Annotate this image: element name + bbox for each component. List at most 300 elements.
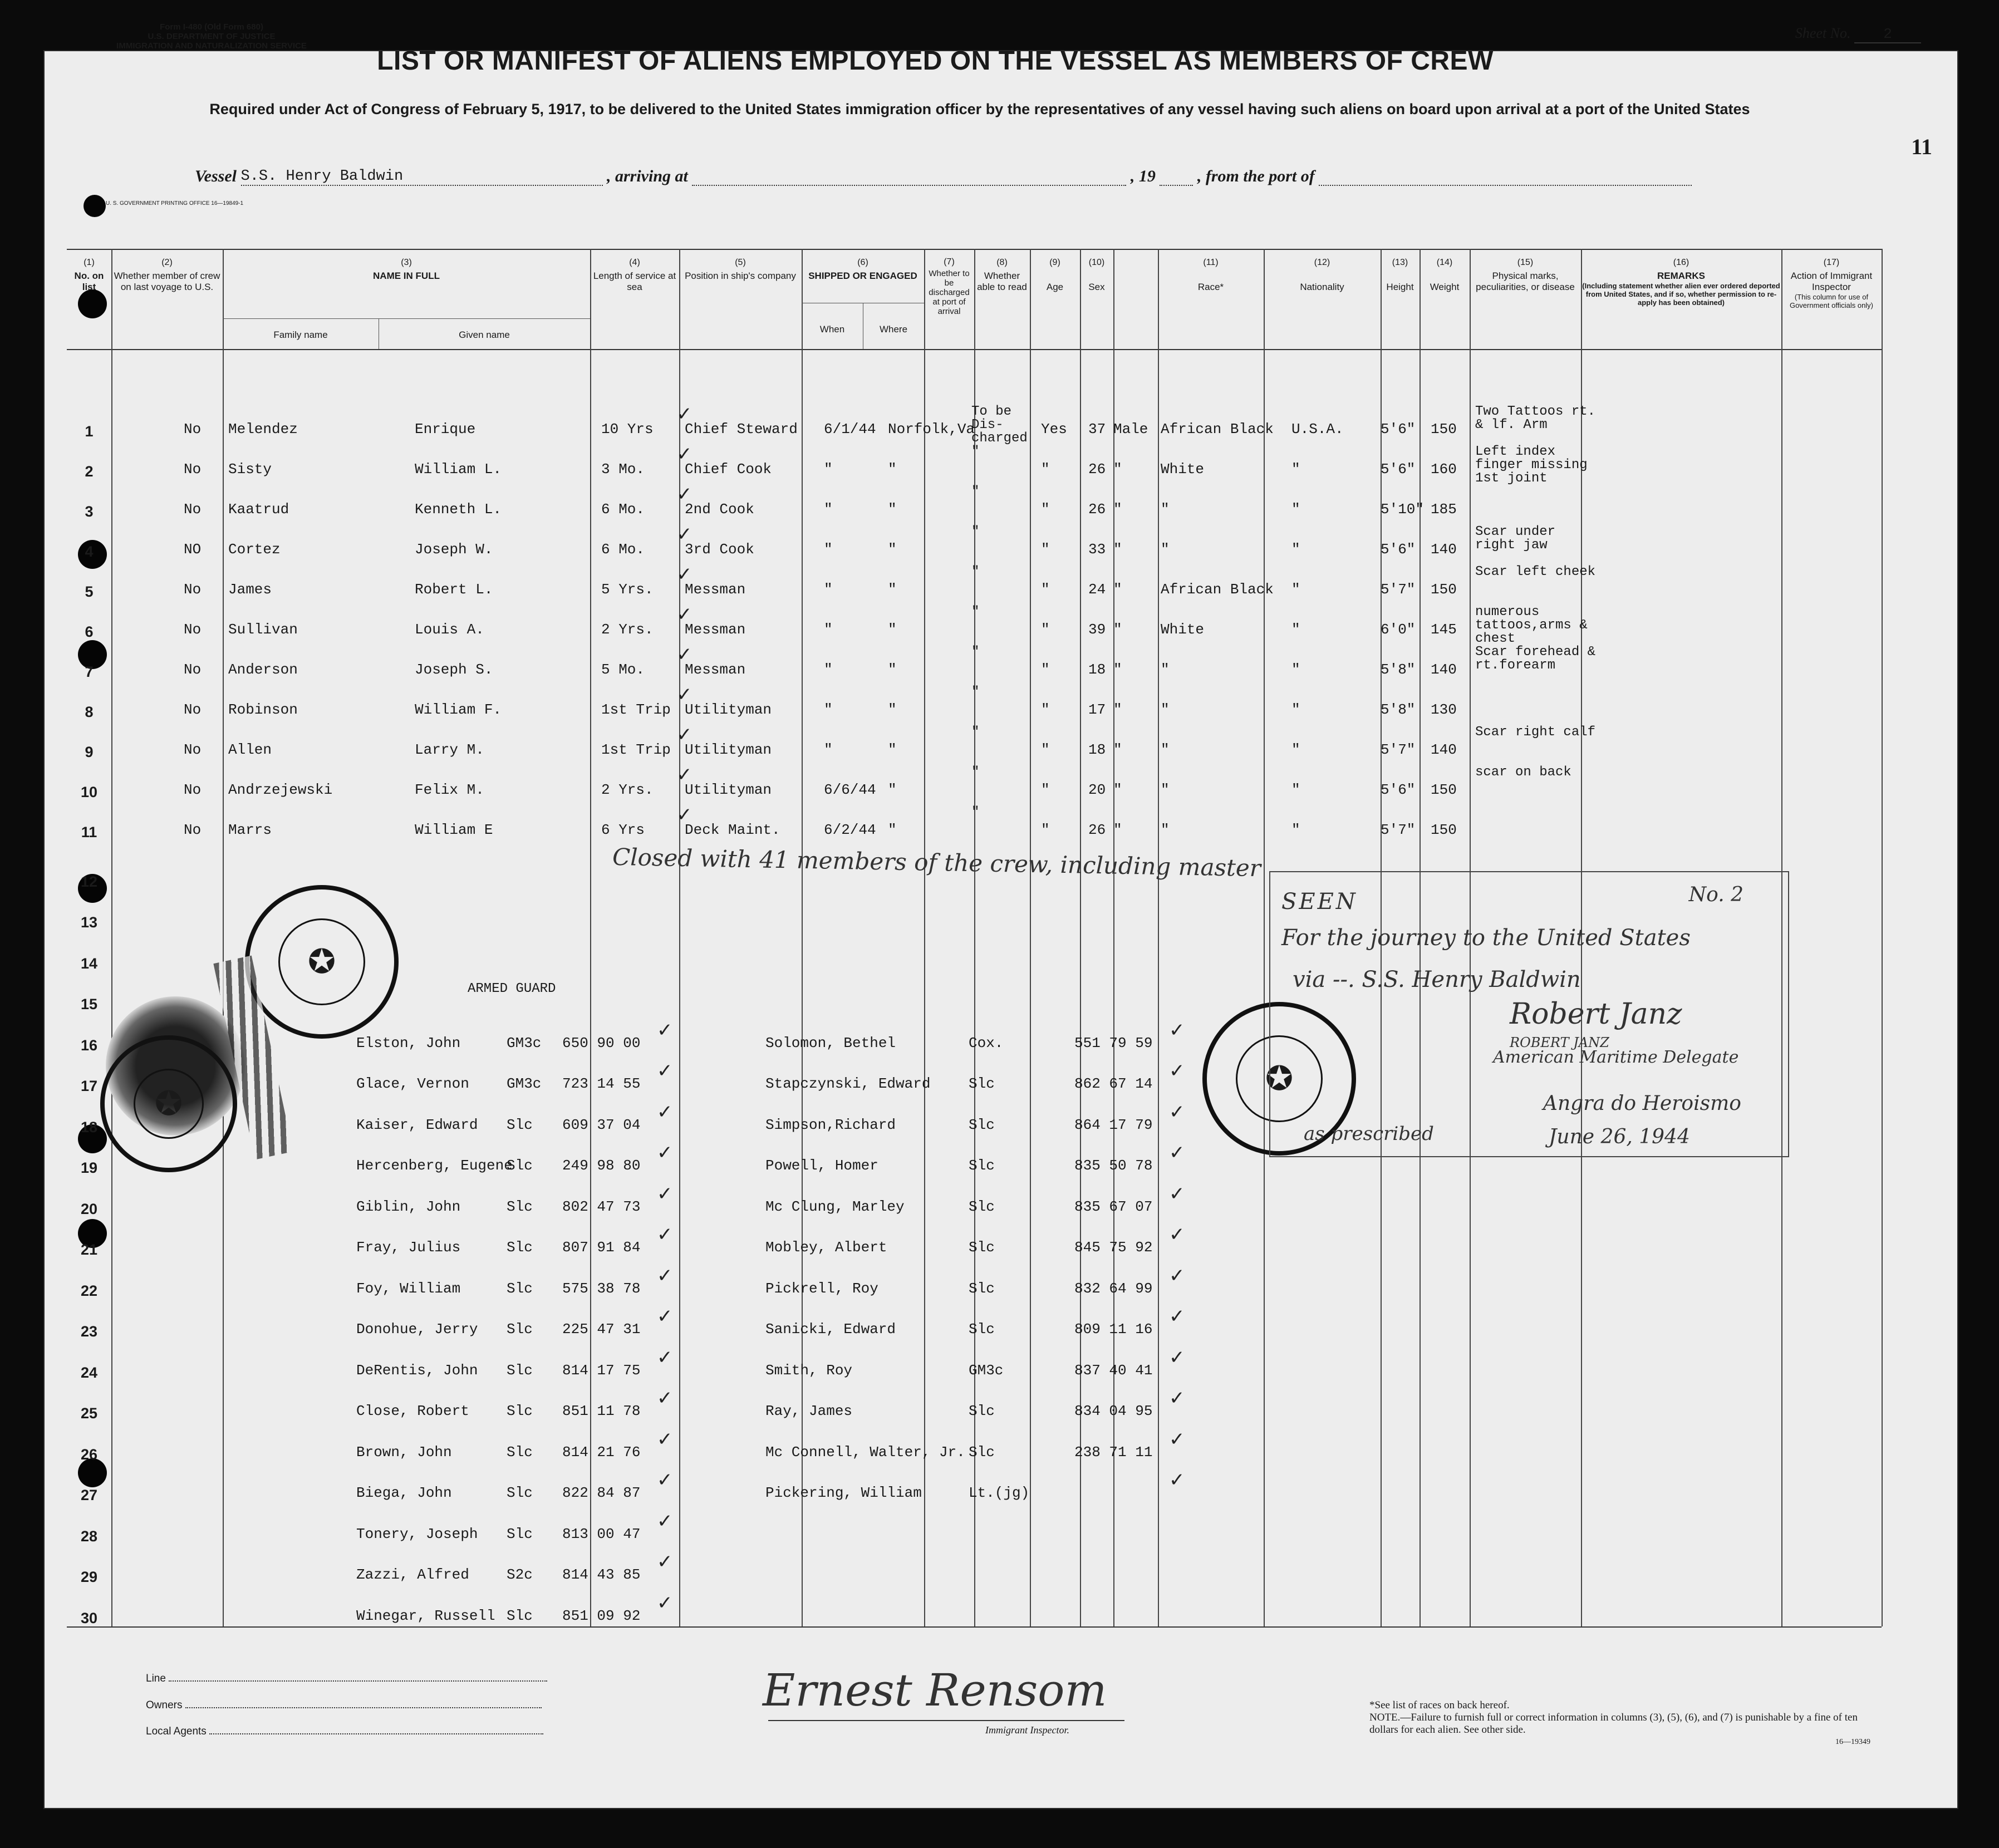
guard-name: Solomon, Bethel <box>765 1034 896 1051</box>
hd-given: Given name <box>459 330 510 340</box>
guard-name: Smith, Roy <box>765 1362 853 1379</box>
guard-rate: GM3c <box>507 1075 542 1092</box>
crew-family: James <box>228 581 272 598</box>
crew-marks: scar on back <box>1475 765 1571 780</box>
seen-line2: via --. S.S. Henry Baldwin <box>1293 967 1581 992</box>
crew-disch: " <box>971 685 980 700</box>
crew-nationality: " <box>1291 701 1300 718</box>
guard-name: Giblin, John <box>356 1198 461 1215</box>
row-number: 4 <box>85 543 94 560</box>
check-mark-icon: ✓ <box>676 483 692 505</box>
check-mark-icon: ✓ <box>1169 1100 1185 1123</box>
guard-number: 650 90 00 <box>562 1034 641 1051</box>
seen-line3: ROBERT JANZ <box>1510 1035 1609 1050</box>
row-number: 1 <box>85 423 94 440</box>
sheet-value: 2 <box>1854 26 1921 43</box>
crew-race: " <box>1161 782 1170 798</box>
crew-read: " <box>1041 621 1050 638</box>
crew-nationality: " <box>1291 661 1300 678</box>
guard-number: 814 21 76 <box>562 1443 641 1461</box>
sheet-label: Sheet No. <box>1795 25 1851 41</box>
guard-number: 238 71 11 <box>1074 1443 1153 1461</box>
crew-sex: " <box>1113 621 1122 638</box>
check-mark-icon: ✓ <box>657 1182 673 1205</box>
col-rule <box>1030 249 1031 1626</box>
row-number: 27 <box>80 1487 98 1503</box>
crew-disch: " <box>971 725 980 740</box>
year-value <box>1160 185 1193 186</box>
hd-age: (9) Age <box>1046 258 1064 292</box>
crew-read: " <box>1041 581 1050 598</box>
crew-read: Yes <box>1041 421 1067 438</box>
guard-number: 851 11 78 <box>562 1403 641 1419</box>
crew-height: 5'6" <box>1381 421 1416 438</box>
crew-family: Melendez <box>228 421 298 438</box>
page-title: LIST OR MANIFEST OF ALIENS EMPLOYED ON THE VESSEL AS MEMBERS OF CREW <box>377 46 1494 76</box>
hd-height: (13) Height <box>1386 258 1414 292</box>
crew-read: " <box>1041 741 1050 758</box>
hd-action-note: (This column for use of Government officials only) <box>1789 293 1874 309</box>
crew-read: " <box>1041 701 1050 718</box>
crew-disch: " <box>971 604 980 620</box>
delegate-stamp <box>245 885 399 1039</box>
crew-service: 6 Mo. <box>601 541 645 558</box>
eagle-icon: ✪ <box>1236 1035 1323 1122</box>
from-label: , from the port of <box>1197 167 1315 185</box>
crew-sex: " <box>1113 501 1122 518</box>
guard-rate: Cox. <box>969 1034 1004 1051</box>
crew-service: 1st Trip <box>601 701 671 718</box>
guard-rate: GM3c <box>507 1034 542 1051</box>
guard-number: 835 50 78 <box>1074 1157 1153 1174</box>
guard-number: 864 17 79 <box>1074 1116 1153 1133</box>
guard-rate: Lt.(jg) <box>969 1485 1030 1501</box>
guard-number: 814 43 85 <box>562 1566 641 1583</box>
hd-sex: (10) Sex <box>1088 258 1105 292</box>
crew-weight: 130 <box>1431 701 1457 718</box>
check-mark-icon: ✓ <box>1169 1223 1185 1246</box>
check-mark-icon: ✓ <box>676 523 692 545</box>
crew-where: " <box>888 461 897 478</box>
row-number: 29 <box>80 1569 98 1585</box>
guard-name: DeRentis, John <box>356 1362 478 1379</box>
row-number: 25 <box>80 1405 98 1422</box>
arriving-label: , arriving at <box>607 167 688 185</box>
guard-rate: Slc <box>507 1321 533 1338</box>
crew-service: 10 Yrs <box>601 421 654 438</box>
seen-line1: For the journey to the United States <box>1281 925 1691 951</box>
crew-when: " <box>824 621 833 638</box>
guard-rate: Slc <box>969 1321 995 1338</box>
footer-owners: Owners <box>146 1699 542 1712</box>
guard-number: 225 47 31 <box>562 1321 641 1338</box>
crew-nationality: " <box>1291 621 1300 638</box>
crew-weight: 140 <box>1431 661 1457 678</box>
row-number: 24 <box>80 1364 98 1381</box>
row-number: 16 <box>80 1036 98 1054</box>
check-mark-icon: ✓ <box>657 1551 673 1573</box>
check-mark-icon: ✓ <box>657 1346 673 1369</box>
crew-when: " <box>824 541 833 558</box>
crew-service: 5 Mo. <box>601 661 645 678</box>
crew-position: 3rd Cook <box>685 541 754 558</box>
crew-given: Larry M. <box>415 741 484 758</box>
guard-rate: Slc <box>507 1607 533 1624</box>
hd-discharge: (7) Whether to be discharged at port of arrival <box>929 257 970 316</box>
crew-age: 33 <box>1088 541 1106 558</box>
crew-given: Joseph S. <box>415 661 493 678</box>
crew-height: 5'10" <box>1381 501 1425 518</box>
hd-nationality: (12) Nationality <box>1300 258 1344 292</box>
crew-height: 5'6" <box>1381 782 1416 798</box>
row-number: 6 <box>85 623 94 640</box>
crew-age: 24 <box>1088 581 1106 598</box>
crew-service: 2 Yrs. <box>601 621 654 638</box>
crew-position: Chief Cook <box>685 461 772 478</box>
crew-read: " <box>1041 661 1050 678</box>
crew-given: Robert L. <box>415 581 493 598</box>
guard-number: 802 47 73 <box>562 1198 641 1215</box>
guard-name: Hercenberg, Eugene <box>356 1157 513 1174</box>
guard-number: 609 37 04 <box>562 1116 641 1133</box>
crew-age: 26 <box>1088 501 1106 518</box>
crew-disch: " <box>971 645 980 660</box>
guard-rate: Slc <box>969 1198 995 1215</box>
check-mark-icon: ✓ <box>1169 1346 1185 1369</box>
guard-name: Close, Robert <box>356 1403 469 1419</box>
crew-disch: " <box>971 564 980 579</box>
guard-number: 807 91 84 <box>562 1239 641 1256</box>
crew-service: 1st Trip <box>601 741 671 758</box>
guard-number: 249 98 80 <box>562 1157 641 1174</box>
guard-number: 832 64 99 <box>1074 1280 1153 1297</box>
hd-name: (3) NAME IN FULL <box>373 258 440 281</box>
crew-service: 6 Mo. <box>601 501 645 518</box>
seen-line6: June 26, 1944 <box>1549 1125 1690 1148</box>
crew-family: Anderson <box>228 661 298 678</box>
crew-when: " <box>824 581 833 598</box>
crew-service: 3 Mo. <box>601 461 645 478</box>
crew-nationality: U.S.A. <box>1291 421 1344 438</box>
check-mark-icon: ✓ <box>1169 1060 1185 1082</box>
table-rule <box>67 1626 1882 1628</box>
crew-race: African Black <box>1161 421 1274 438</box>
guard-number: 551 79 59 <box>1074 1034 1153 1051</box>
crew-family: Sisty <box>228 461 272 478</box>
row-number: 11 <box>81 824 97 841</box>
col-rule <box>1113 249 1114 1626</box>
row-number: 19 <box>80 1159 98 1176</box>
check-mark-icon: ✓ <box>1169 1305 1185 1328</box>
guard-name: Elston, John <box>356 1034 461 1051</box>
page-number: 11 <box>1911 134 1932 159</box>
crew-where: " <box>888 541 897 558</box>
row-number: 20 <box>80 1200 98 1217</box>
check-mark-icon: ✓ <box>676 563 692 586</box>
hd-read: (8) Whether able to read <box>977 258 1027 292</box>
crew-prev: No <box>184 581 202 598</box>
seen-word: SEEN <box>1281 889 1358 915</box>
guard-name: Mc Connell, Walter, Jr. <box>765 1443 965 1461</box>
hd-family: Family name <box>273 330 328 340</box>
crew-marks: Scar under right jaw <box>1475 524 1556 553</box>
col-rule <box>802 249 803 1626</box>
vessel-label: Vessel <box>195 167 237 185</box>
check-mark-icon: ✓ <box>1169 1264 1185 1287</box>
guard-name: Ray, James <box>765 1403 853 1419</box>
guard-number: 862 67 14 <box>1074 1075 1153 1092</box>
delegate-stamp <box>100 1035 237 1172</box>
crew-marks: numerous tattoos,arms & chest <box>1475 604 1588 646</box>
check-mark-icon: ✓ <box>657 1428 673 1451</box>
guard-rate: GM3c <box>969 1362 1004 1379</box>
crew-weight: 140 <box>1431 541 1457 558</box>
arriving-port <box>692 185 1126 186</box>
hd-position: (5) Position in ship's company <box>685 258 796 281</box>
crew-marks: Left index finger missing 1st joint <box>1475 444 1588 486</box>
crew-disch: " <box>971 484 980 499</box>
guard-name: Stapczynski, Edward <box>765 1075 931 1092</box>
guard-name: Glace, Vernon <box>356 1075 469 1092</box>
crew-family: Andrzejewski <box>228 782 333 798</box>
form-code: 16—19349 <box>1835 1738 1870 1746</box>
signature-line <box>768 1720 1124 1721</box>
crew-service: 6 Yrs <box>601 822 645 838</box>
crew-nationality: " <box>1291 461 1300 478</box>
row-number: 3 <box>85 503 94 520</box>
crew-race: " <box>1161 661 1170 678</box>
col-rule <box>1158 249 1159 1626</box>
guard-number: 575 38 78 <box>562 1280 641 1297</box>
crew-position: 2nd Cook <box>685 501 754 518</box>
guard-rate: Slc <box>969 1116 995 1133</box>
guard-rate: Slc <box>507 1116 533 1133</box>
row-number: 2 <box>85 463 94 480</box>
crew-where: " <box>888 741 897 758</box>
guard-name: Sanicki, Edward <box>765 1321 896 1338</box>
crew-weight: 160 <box>1431 461 1457 478</box>
crew-given: Felix M. <box>415 782 484 798</box>
hd-shipped: (6) SHIPPED OR ENGAGED <box>808 258 917 281</box>
crew-given: Enrique <box>415 421 476 438</box>
guard-number: 813 00 47 <box>562 1525 641 1542</box>
guard-rate: Slc <box>969 1280 995 1297</box>
row-number: 8 <box>85 704 94 720</box>
check-mark-icon: ✓ <box>1169 1182 1185 1205</box>
crew-height: 6'0" <box>1381 621 1416 638</box>
sub-rule <box>223 318 590 319</box>
crew-disch: To be Dis-charged <box>971 404 1028 446</box>
crew-height: 5'6" <box>1381 461 1416 478</box>
eagle-icon: ✪ <box>134 1069 204 1139</box>
crew-age: 39 <box>1088 621 1106 638</box>
department: U.S. DEPARTMENT OF JUSTICE <box>148 32 276 41</box>
eagle-icon: ✪ <box>278 918 365 1005</box>
guard-rate: Slc <box>507 1403 533 1419</box>
row-number: 21 <box>80 1241 98 1258</box>
crew-prev: No <box>184 421 202 438</box>
crew-weight: 150 <box>1431 822 1457 838</box>
form-id: Form I-480 (Old Form 680) <box>160 22 263 32</box>
crew-given: William L. <box>415 461 502 478</box>
crew-nationality: " <box>1291 782 1300 798</box>
crew-family: Robinson <box>228 701 298 718</box>
crew-position: Chief Steward <box>685 421 798 438</box>
crew-position: Utilityman <box>685 741 772 758</box>
seen-no: No. 2 <box>1688 883 1743 906</box>
row-number: 9 <box>85 744 94 760</box>
from-port <box>1319 185 1692 186</box>
hd-marks: (15) Physical marks, peculiarities, or disease <box>1476 258 1575 292</box>
crew-where: " <box>888 581 897 598</box>
crew-service: 2 Yrs. <box>601 782 654 798</box>
check-mark-icon: ✓ <box>657 1469 673 1491</box>
check-mark-icon: ✓ <box>657 1305 673 1328</box>
armed-guard-heading: ARMED GUARD <box>468 981 556 996</box>
check-mark-icon: ✓ <box>1169 1387 1185 1409</box>
guard-name: Pickrell, Roy <box>765 1280 878 1297</box>
crew-sex: " <box>1113 741 1122 758</box>
guard-name: Pickering, William <box>765 1485 922 1501</box>
crew-sex: Male <box>1113 421 1148 438</box>
hd-prev-voyage: (2) Whether member of crew on last voyage to U.S. <box>114 258 220 292</box>
check-mark-icon: ✓ <box>657 1060 673 1082</box>
seen-line5: Angra do Heroismo <box>1543 1092 1741 1115</box>
crew-given: William E <box>415 822 493 838</box>
row-number: 10 <box>80 784 98 800</box>
crew-read: " <box>1041 461 1050 478</box>
guard-name: Tonery, Joseph <box>356 1525 478 1542</box>
row-number: 28 <box>80 1527 98 1545</box>
crew-position: Utilityman <box>685 701 772 718</box>
guard-rate: Slc <box>969 1157 995 1174</box>
row-number: 14 <box>80 955 98 972</box>
guard-rate: Slc <box>969 1403 995 1419</box>
footer-line: Line <box>146 1673 547 1685</box>
inspector-signature: Ernest Rensom <box>763 1664 1107 1716</box>
crew-disch: " <box>971 524 980 539</box>
crew-disch: " <box>971 765 980 780</box>
guard-name: Donohue, Jerry <box>356 1321 478 1338</box>
crew-weight: 145 <box>1431 621 1457 638</box>
crew-prev: No <box>184 661 202 678</box>
col-rule <box>223 249 224 1626</box>
guard-rate: Slc <box>507 1239 533 1256</box>
crew-nationality: " <box>1291 822 1300 838</box>
crew-prev: No <box>184 701 202 718</box>
crew-nationality: " <box>1291 741 1300 758</box>
hd-action: (17) Action of Immigrant Inspector (This column for use of Government officials only) <box>1782 257 1880 309</box>
guard-name: Zazzi, Alfred <box>356 1566 469 1583</box>
crew-age: 26 <box>1088 822 1106 838</box>
guard-number: 837 40 41 <box>1074 1362 1153 1379</box>
crew-family: Sullivan <box>228 621 298 638</box>
crew-family: Allen <box>228 741 272 758</box>
crew-weight: 150 <box>1431 581 1457 598</box>
crew-race: White <box>1161 461 1205 478</box>
guard-name: Biega, John <box>356 1485 452 1501</box>
crew-prev: No <box>184 782 202 798</box>
guard-name: Mc Clung, Marley <box>765 1198 905 1215</box>
crew-position: Deck Maint. <box>685 822 780 838</box>
crew-age: 18 <box>1088 741 1106 758</box>
crew-given: Louis A. <box>415 621 484 638</box>
guard-rate: Slc <box>507 1485 533 1501</box>
row-number: 13 <box>80 914 98 931</box>
crew-read: " <box>1041 822 1050 838</box>
note-penalty: NOTE.—Failure to furnish full or correct information in columns (3), (5), (6), and (7) is punishable by a fine of ten dollars for each alien. See other side. <box>1369 1712 1858 1736</box>
check-mark-icon: ✓ <box>657 1100 673 1123</box>
guard-number: 851 09 92 <box>562 1607 641 1624</box>
row-number: 26 <box>80 1446 98 1463</box>
guard-number: 809 11 16 <box>1074 1321 1153 1338</box>
guard-rate: Slc <box>969 1075 995 1092</box>
hd-where: Where <box>879 324 908 335</box>
year-label: , 19 <box>1130 167 1156 185</box>
crew-when: 6/1/44 <box>824 421 876 438</box>
crew-race: " <box>1161 822 1170 838</box>
crew-where: " <box>888 701 897 718</box>
check-mark-icon: ✓ <box>657 1223 673 1246</box>
crew-nationality: " <box>1291 541 1300 558</box>
crew-when: " <box>824 661 833 678</box>
inspector-label: Immigrant Inspector. <box>985 1724 1069 1736</box>
crew-disch: " <box>971 805 980 820</box>
crew-prev: No <box>184 822 202 838</box>
crew-age: 37 <box>1088 421 1106 438</box>
guard-number: 835 67 07 <box>1074 1198 1153 1215</box>
guard-number: 723 14 55 <box>562 1075 641 1092</box>
crew-sex: " <box>1113 541 1122 558</box>
crew-sex: " <box>1113 782 1122 798</box>
guard-name: Powell, Homer <box>765 1157 878 1174</box>
crew-age: 20 <box>1088 782 1106 798</box>
crew-race: " <box>1161 701 1170 718</box>
note-races: *See list of races on back hereof. <box>1369 1699 1510 1711</box>
crew-read: " <box>1041 501 1050 518</box>
crew-when: " <box>824 461 833 478</box>
check-mark-icon: ✓ <box>657 1591 673 1614</box>
row-number: 30 <box>80 1609 98 1626</box>
col-rule <box>1882 249 1883 1626</box>
service: IMMIGRATION AND NATURALIZATION SERVICE <box>116 41 307 51</box>
check-mark-icon: ✓ <box>676 603 692 626</box>
crew-prev: NO <box>184 541 202 558</box>
seen-line4: American Maritime Delegate <box>1493 1048 1739 1067</box>
crew-marks: Two Tattoos rt. & lf. Arm <box>1475 404 1596 432</box>
guard-number: 814 17 75 <box>562 1362 641 1379</box>
crew-where: Norfolk,Va <box>888 421 975 438</box>
seen-line7: as prescribed <box>1304 1123 1434 1145</box>
crew-position: Utilityman <box>685 782 772 798</box>
row-number: 18 <box>80 1118 98 1136</box>
crew-position: Messman <box>685 661 746 678</box>
guard-rate: Slc <box>507 1443 533 1461</box>
crew-sex: " <box>1113 822 1122 838</box>
guard-name: Mobley, Albert <box>765 1239 887 1256</box>
crew-when: " <box>824 741 833 758</box>
row-number: 23 <box>80 1323 98 1340</box>
col-rule <box>590 249 591 1626</box>
check-mark-icon: ✓ <box>676 804 692 826</box>
crew-given: Kenneth L. <box>415 501 502 518</box>
check-mark-icon: ✓ <box>657 1019 673 1041</box>
crew-age: 18 <box>1088 661 1106 678</box>
crew-where: " <box>888 782 897 798</box>
hd-when: When <box>819 324 845 335</box>
guard-rate: Slc <box>969 1239 995 1256</box>
crew-prev: No <box>184 501 202 518</box>
